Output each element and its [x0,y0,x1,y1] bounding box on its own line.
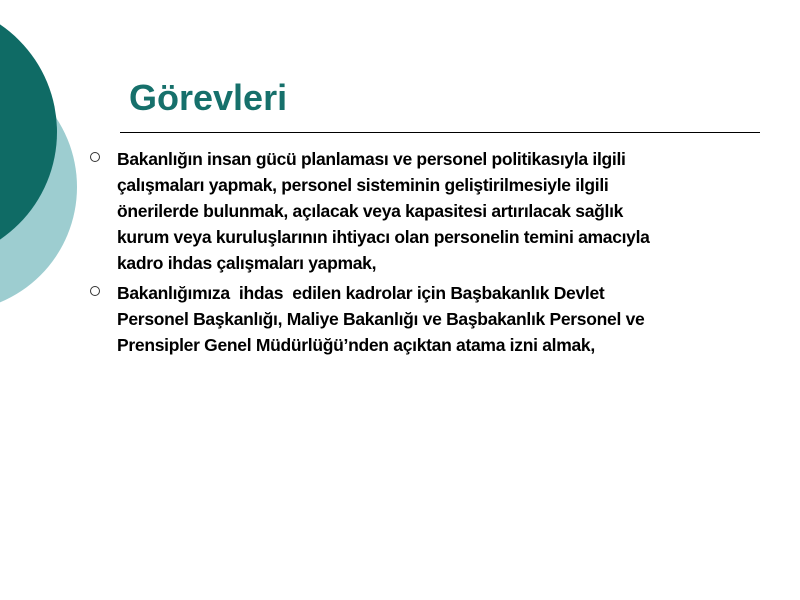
bullet-item [90,146,750,276]
bullet-line: önerilerde bulunmak, açılacak veya kapasitesi artırılacak sağlık [117,201,624,221]
bullet-line: Bakanlığın insan gücü planlaması ve personel politikasıyla ilgili [117,149,626,169]
bullet-line: kadro ihdas çalışmaları yapmak, [117,253,377,273]
bullet-line: Bakanlığımıza ihdas edilen kadrolar için Başbakanlık Devlet [117,283,605,303]
bullet-list [90,146,750,362]
hollow-circle-bullet-icon [90,152,100,162]
slide-title: Görevleri [129,77,288,118]
bullet-line: çalışmaları yapmak, personel sisteminin geliştirilmesiyle ilgili [117,175,609,195]
title-divider [120,132,760,133]
bullet-line: Personel Başkanlığı, Maliye Bakanlığı ve Başbakanlık Personel ve [117,309,645,329]
bullet-line: kurum veya kuruluşlarının ihtiyacı olan personelin temini amacıyla [117,227,650,247]
bullet-item [90,280,750,358]
hollow-circle-bullet-icon [90,286,100,296]
bullet-line: Prensipler Genel Müdürlüğü’nden açıktan atama izni almak, [117,335,595,355]
